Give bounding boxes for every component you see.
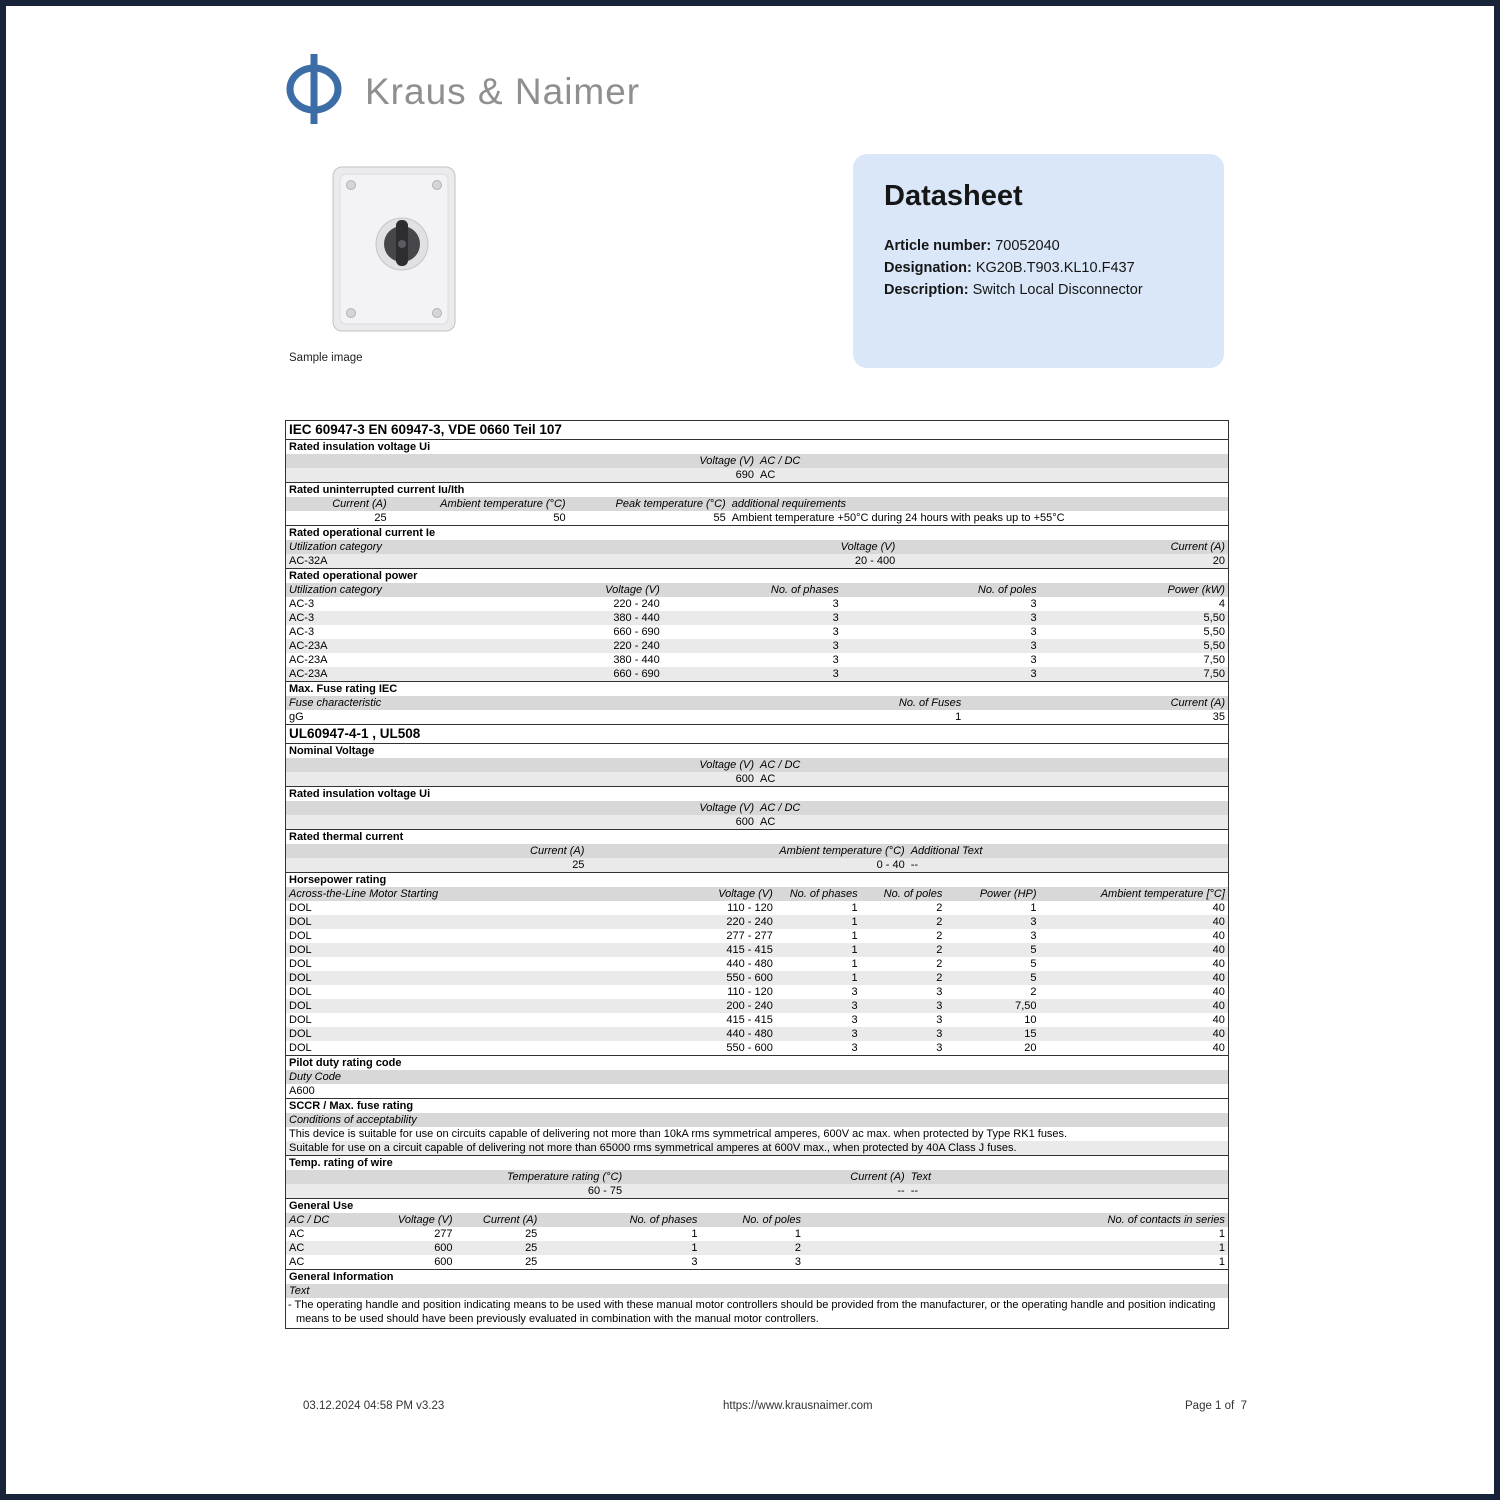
table-cell: DOL xyxy=(289,930,312,942)
table-cell: 3 xyxy=(936,1028,943,1040)
table-cell: Additional Text xyxy=(910,845,983,857)
table-cell: 1 xyxy=(794,1228,802,1240)
table-cell: 3 xyxy=(1030,626,1037,638)
section-title-main: UL60947-4-1 , UL508 xyxy=(286,724,1228,744)
table-cell: 440 - 480 xyxy=(726,1028,773,1040)
table-cell: 415 - 415 xyxy=(726,944,773,956)
table-cell: 40 xyxy=(1212,916,1225,928)
table-cell: 600 xyxy=(434,1256,453,1268)
datasheet-field: Designation: KG20B.T903.KL10.F437 xyxy=(884,260,1135,276)
table-cell: 5 xyxy=(1030,958,1037,970)
table-row xyxy=(286,1127,1228,1141)
table-cell: No. of phases xyxy=(789,888,858,900)
table-cell: AC / DC xyxy=(760,802,801,814)
table-cell: 220 - 240 xyxy=(613,598,660,610)
table-cell: 3 xyxy=(851,1000,858,1012)
section-title: Horsepower rating xyxy=(286,872,1228,887)
table-row xyxy=(286,554,1228,568)
table-row xyxy=(286,1013,1228,1027)
table-header-row xyxy=(286,758,1228,772)
datasheet-panel xyxy=(853,154,1224,368)
table-cell: 3 xyxy=(851,1028,858,1040)
table-cell: Ambient temperature +50°C during 24 hours with peaks up to +55°C xyxy=(731,512,1065,524)
table-cell: 220 - 240 xyxy=(613,640,660,652)
table-cell: DOL xyxy=(289,916,312,928)
table-cell: AC-3 xyxy=(289,598,315,610)
table-cell: AC xyxy=(289,1242,305,1254)
table-cell: 3 xyxy=(851,1042,858,1054)
table-cell: Fuse characteristic xyxy=(289,697,382,709)
table-cell: 20 xyxy=(1024,1042,1037,1054)
table-header-row xyxy=(286,497,1228,511)
table-row xyxy=(286,1227,1228,1241)
table-cell: Power (kW) xyxy=(1167,584,1225,596)
table-row xyxy=(286,1298,1228,1328)
table-cell: 2 xyxy=(936,916,943,928)
section-title: Temp. rating of wire xyxy=(286,1155,1228,1170)
table-header-row xyxy=(286,1113,1228,1127)
table-row xyxy=(286,1141,1228,1155)
table-cell: 40 xyxy=(1212,902,1225,914)
table-cell: 3 xyxy=(936,1000,943,1012)
table-cell: AC-23A xyxy=(289,668,328,680)
table-cell: 25 xyxy=(525,1256,538,1268)
table-row xyxy=(286,915,1228,929)
table-row xyxy=(286,625,1228,639)
table-cell: 40 xyxy=(1212,1000,1225,1012)
table-cell: Current (A) xyxy=(1170,541,1225,553)
table-cell: 7,50 xyxy=(1203,654,1225,666)
table-cell: 40 xyxy=(1212,958,1225,970)
table-cell: DOL xyxy=(289,972,312,984)
table-cell: 1 xyxy=(1218,1242,1225,1254)
table-cell: 3 xyxy=(1030,598,1037,610)
datasheet-title: Datasheet xyxy=(884,180,1023,212)
brand-name: Kraus & Naimer xyxy=(365,70,641,112)
table-cell: Voltage (V) xyxy=(699,759,754,771)
table-row xyxy=(286,858,1228,872)
table-header-row xyxy=(286,1284,1228,1298)
table-cell: 550 - 600 xyxy=(726,1042,773,1054)
table-cell: DOL xyxy=(289,1028,312,1040)
section-title: General Use xyxy=(286,1198,1228,1213)
table-row xyxy=(286,611,1228,625)
table-cell: AC / DC xyxy=(760,455,801,467)
table-cell: 440 - 480 xyxy=(726,958,773,970)
table-cell: 600 xyxy=(735,773,754,785)
table-cell: Voltage (V) xyxy=(699,455,754,467)
table-cell: Text xyxy=(910,1171,932,1183)
section-title: Rated operational power xyxy=(286,568,1228,583)
table-cell: 55 xyxy=(713,512,726,524)
table-header-row xyxy=(286,1213,1228,1227)
table-cell: 3 xyxy=(1030,916,1037,928)
table-cell: AC / DC xyxy=(289,1214,330,1226)
table-header-row xyxy=(286,1070,1228,1084)
table-cell: 40 xyxy=(1212,944,1225,956)
table-cell: 4 xyxy=(1218,598,1225,610)
table-cell: 3 xyxy=(832,668,839,680)
table-row xyxy=(286,943,1228,957)
table-row xyxy=(286,929,1228,943)
table-row xyxy=(286,1255,1228,1269)
section-title: Rated thermal current xyxy=(286,829,1228,844)
table-row xyxy=(286,985,1228,999)
table-cell: 3 xyxy=(1030,640,1037,652)
table-cell: 7,50 xyxy=(1203,668,1225,680)
table-cell: 5,50 xyxy=(1203,626,1225,638)
table-cell: 20 - 400 xyxy=(854,555,896,567)
table-cell: No. of Fuses xyxy=(898,697,962,709)
table-cell: No. of poles xyxy=(883,888,943,900)
table-cell: 10 xyxy=(1024,1014,1037,1026)
table-cell: 40 xyxy=(1212,1014,1225,1026)
footer-date: 03.12.2024 04:58 PM v3.23 xyxy=(303,1400,445,1412)
datasheet-field: Article number: 70052040 xyxy=(884,238,1060,254)
table-cell: 550 - 600 xyxy=(726,972,773,984)
table-cell: DOL xyxy=(289,986,312,998)
table-row xyxy=(286,1241,1228,1255)
table-cell: - The operating handle and position indicating means to be used with these manual motor controllers should be provided from the manufacturer, or the operating handle and position indicating means to be used should have been previously evaluated in combination with the manual motor controllers. xyxy=(288,1299,1216,1325)
table-cell: 3 xyxy=(1030,930,1037,942)
product-sample-image xyxy=(330,162,458,338)
table-cell: DOL xyxy=(289,902,312,914)
table-cell: Temperature rating (°C) xyxy=(506,1171,623,1183)
table-cell: 40 xyxy=(1212,986,1225,998)
brand-logo-icon xyxy=(285,52,343,131)
table-cell: 3 xyxy=(832,612,839,624)
table-cell: 1 xyxy=(955,711,962,723)
table-row xyxy=(286,815,1228,829)
table-cell: 277 - 277 xyxy=(726,930,773,942)
table-cell: DOL xyxy=(289,1000,312,1012)
table-cell: 3 xyxy=(832,654,839,666)
table-header-row xyxy=(286,696,1228,710)
table-cell: 220 - 240 xyxy=(726,916,773,928)
table-cell: 40 xyxy=(1212,1028,1225,1040)
table-cell: 25 xyxy=(374,512,387,524)
table-header-row xyxy=(286,1170,1228,1184)
table-cell: 277 xyxy=(434,1228,453,1240)
table-row xyxy=(286,971,1228,985)
table-cell: 5,50 xyxy=(1203,612,1225,624)
table-cell: 3 xyxy=(851,986,858,998)
brand xyxy=(285,52,640,131)
footer-page-number: Page 1 of 7 xyxy=(1185,1400,1248,1412)
table-cell: No. of phases xyxy=(770,584,839,596)
table-cell: 5 xyxy=(1030,944,1037,956)
table-cell: 1 xyxy=(691,1228,698,1240)
table-cell: 1 xyxy=(851,902,858,914)
section-title: Pilot duty rating code xyxy=(286,1055,1228,1070)
table-cell: -- xyxy=(910,859,919,871)
table-cell: Conditions of acceptability xyxy=(289,1114,417,1126)
table-cell: Ambient temperature (°C) xyxy=(440,498,566,510)
section-title: Nominal Voltage xyxy=(286,744,1228,758)
table-cell: DOL xyxy=(289,944,312,956)
table-cell: No. of contacts in series xyxy=(1107,1214,1225,1226)
table-cell: 1 xyxy=(851,972,858,984)
table-cell: 40 xyxy=(1212,972,1225,984)
table-cell: 600 xyxy=(735,816,754,828)
table-row xyxy=(286,710,1228,724)
table-cell: AC-3 xyxy=(289,612,315,624)
table-cell: 110 - 120 xyxy=(727,986,773,998)
table-cell: 1 xyxy=(851,930,858,942)
table-cell: 3 xyxy=(936,986,943,998)
table-row xyxy=(286,901,1228,915)
table-cell: This device is suitable for use on circuits capable of delivering not more than 10kA rms symmetrical amperes, 600V ac max. when protected by Type RK1 fuses. xyxy=(289,1128,1068,1140)
table-row xyxy=(286,511,1228,525)
table-cell: 1 xyxy=(691,1242,698,1254)
table-header-row xyxy=(286,801,1228,815)
table-cell: 25 xyxy=(525,1242,538,1254)
section-title: Rated uninterrupted current Iu/Ith xyxy=(286,482,1228,497)
section-title: General Information xyxy=(286,1269,1228,1284)
table-cell: 2 xyxy=(1030,986,1037,998)
table-row xyxy=(286,772,1228,786)
table-cell: AC-3 xyxy=(289,626,315,638)
table-cell: Voltage (V) xyxy=(718,888,773,900)
table-cell: 25 xyxy=(572,859,585,871)
table-cell: 415 - 415 xyxy=(726,1014,773,1026)
table-cell: 15 xyxy=(1024,1028,1037,1040)
table-cell: 3 xyxy=(832,626,839,638)
table-cell: 3 xyxy=(691,1256,698,1268)
table-row xyxy=(286,999,1228,1013)
table-cell: AC xyxy=(289,1256,305,1268)
table-cell: 2 xyxy=(794,1242,802,1254)
table-row xyxy=(286,1041,1228,1055)
table-header-row xyxy=(286,887,1228,901)
table-cell: 3 xyxy=(936,1014,943,1026)
table-cell: 690 xyxy=(735,469,754,481)
table-cell: DOL xyxy=(289,1042,312,1054)
table-cell: 1 xyxy=(1218,1256,1225,1268)
table-row xyxy=(286,667,1228,681)
table-cell: A600 xyxy=(289,1085,315,1097)
table-cell: 110 - 120 xyxy=(727,902,773,914)
table-cell: 3 xyxy=(832,598,839,610)
table-cell: 0 - 40 xyxy=(876,859,905,871)
table-cell: 5 xyxy=(1030,972,1037,984)
table-cell: 40 xyxy=(1212,930,1225,942)
table-cell: 1 xyxy=(851,958,858,970)
table-cell: Current (A) xyxy=(850,1171,905,1183)
section-title: Rated operational current Ie xyxy=(286,525,1228,540)
section-title: SCCR / Max. fuse rating xyxy=(286,1098,1228,1113)
table-cell: 40 xyxy=(1212,1042,1225,1054)
table-cell: AC-23A xyxy=(289,640,328,652)
table-cell: Utilization category xyxy=(289,584,382,596)
table-cell: 1 xyxy=(851,944,858,956)
table-cell: additional requirements xyxy=(731,498,847,510)
table-cell: No. of poles xyxy=(742,1214,802,1226)
table-cell: 20 xyxy=(1212,555,1225,567)
table-row xyxy=(286,639,1228,653)
table-cell: -- xyxy=(897,1185,905,1197)
table-cell: Suitable for use on a circuit capable of delivering not more than 65000 rms symmetrical amperes at 600V max., when protected by 40A Class J fuses. xyxy=(289,1142,1017,1154)
table-cell: 3 xyxy=(1030,668,1037,680)
table-cell: Peak temperature (°C) xyxy=(615,498,726,510)
table-cell: 3 xyxy=(832,640,839,652)
footer-url: https://www.krausnaimer.com xyxy=(723,1400,873,1412)
table-row xyxy=(286,957,1228,971)
table-cell: 660 - 690 xyxy=(613,626,660,638)
table-header-row xyxy=(286,583,1228,597)
table-cell: 25 xyxy=(525,1228,538,1240)
sample-image-caption: Sample image xyxy=(289,352,363,364)
table-cell: 2 xyxy=(936,958,943,970)
table-cell: 3 xyxy=(1030,612,1037,624)
table-cell: 35 xyxy=(1212,711,1225,723)
table-row xyxy=(286,597,1228,611)
table-cell: 1 xyxy=(1218,1228,1225,1240)
table-cell: 3 xyxy=(936,1042,943,1054)
table-cell: 50 xyxy=(553,512,566,524)
section-title-main: IEC 60947-3 EN 60947-3, VDE 0660 Teil 107 xyxy=(286,421,1228,440)
table-cell: 2 xyxy=(936,930,943,942)
section-title: Max. Fuse rating IEC xyxy=(286,681,1228,696)
table-cell: Voltage (V) xyxy=(699,802,754,814)
table-cell: Ambient temperature [°C] xyxy=(1100,888,1225,900)
table-row xyxy=(286,1184,1228,1198)
table-cell: 600 xyxy=(434,1242,453,1254)
table-cell: No. of poles xyxy=(977,584,1037,596)
table-cell: No. of phases xyxy=(629,1214,698,1226)
table-cell: 7,50 xyxy=(1015,1000,1037,1012)
table-cell: 660 - 690 xyxy=(613,668,660,680)
table-cell: AC / DC xyxy=(760,759,801,771)
table-cell: AC xyxy=(760,469,776,481)
table-header-row xyxy=(286,844,1228,858)
table-cell: Current (A) xyxy=(1170,697,1225,709)
table-row xyxy=(286,1027,1228,1041)
table-cell: 5,50 xyxy=(1203,640,1225,652)
table-cell: Voltage (V) xyxy=(840,541,896,553)
table-cell: Current (A) xyxy=(332,498,387,510)
table-row xyxy=(286,1084,1228,1098)
table-row xyxy=(286,653,1228,667)
table-cell: Voltage (V) xyxy=(397,1214,453,1226)
table-row xyxy=(286,468,1228,482)
table-cell: Power (HP) xyxy=(979,888,1037,900)
table-cell: 1 xyxy=(851,916,858,928)
table-header-row xyxy=(286,454,1228,468)
datasheet-fields xyxy=(884,235,1194,301)
table-cell: 380 - 440 xyxy=(613,654,660,666)
table-cell: 200 - 240 xyxy=(726,1000,773,1012)
table-cell: 1 xyxy=(1030,902,1037,914)
table-cell: 3 xyxy=(851,1014,858,1026)
datasheet-field: Description: Switch Local Disconnector xyxy=(884,282,1143,298)
table-cell: Ambient temperature (°C) xyxy=(779,845,905,857)
section-title: Rated insulation voltage Ui xyxy=(286,786,1228,801)
table-cell: Utilization category xyxy=(289,541,382,553)
table-cell: Voltage (V) xyxy=(605,584,660,596)
table-cell: AC-32A xyxy=(289,555,328,567)
table-cell: gG xyxy=(289,711,304,723)
table-cell: -- xyxy=(910,1185,919,1197)
table-cell: 2 xyxy=(936,902,943,914)
table-cell: DOL xyxy=(289,1014,312,1026)
table-cell: AC xyxy=(760,773,776,785)
table-cell: AC-23A xyxy=(289,654,328,666)
table-cell: 3 xyxy=(794,1256,802,1268)
table-cell: 380 - 440 xyxy=(613,612,660,624)
table-cell: 60 - 75 xyxy=(587,1185,623,1197)
table-cell: Text xyxy=(289,1285,310,1297)
table-cell: AC xyxy=(760,816,776,828)
table-cell: Duty Code xyxy=(289,1071,341,1083)
section-title: Rated insulation voltage Ui xyxy=(286,440,1228,454)
table-cell: DOL xyxy=(289,958,312,970)
table-cell: Current (A) xyxy=(530,845,585,857)
spec-sections xyxy=(285,420,1229,1329)
table-cell: 2 xyxy=(936,972,943,984)
table-cell: Across-the-Line Motor Starting xyxy=(289,888,439,900)
table-cell: 2 xyxy=(936,944,943,956)
table-cell: AC xyxy=(289,1228,305,1240)
table-cell: 3 xyxy=(1030,654,1037,666)
table-cell: Current (A) xyxy=(482,1214,538,1226)
table-header-row xyxy=(286,540,1228,554)
